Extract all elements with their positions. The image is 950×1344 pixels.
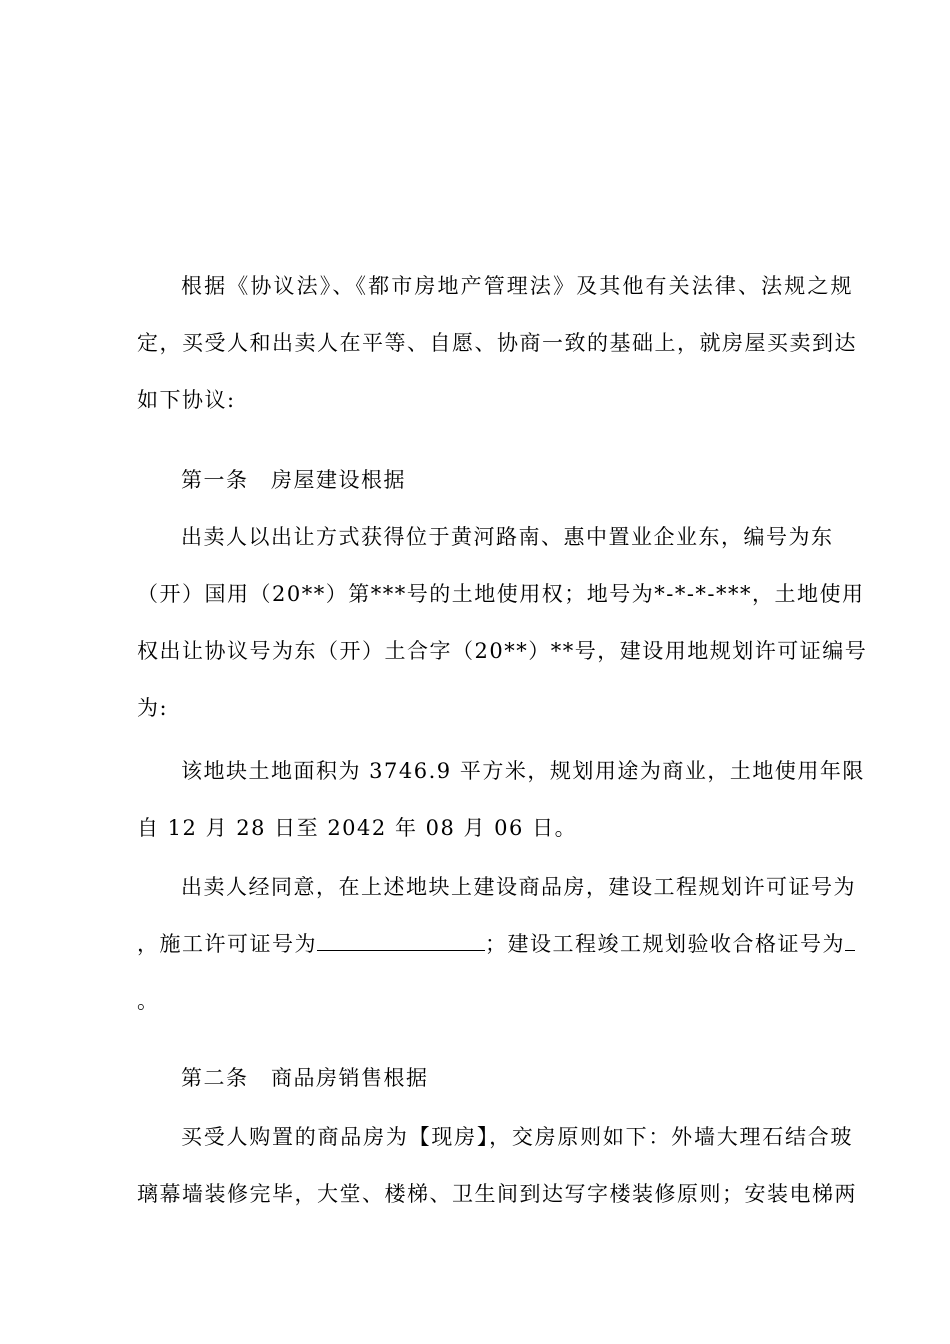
a1p3-line-2 [137,916,853,973]
article-1-paragraph-2 [137,743,865,857]
intro-line-1: 根据《协议法》、《都市房地产管理法》及其他有关法律、法规之规 [181,274,853,298]
a1p3-line-1: 出卖人经同意，在上述地块上建设商品房，建设工程规划许可证号为 [181,875,856,899]
article-1-heading: 第一条 房屋建设根据 [181,468,406,492]
a1p3-line-2-prefix: ，施工许可证号为 [137,932,317,956]
a1p2-line-1: 该地块土地面积为 3746.9 平方米，规划用途为商业，土地使用年限 [181,759,865,783]
article-1-paragraph-1 [137,509,868,737]
a2p1-line-1: 买受人购置的商品房为【现房】，交房原则如下：外墙大理石结合玻 [181,1125,853,1149]
a1p2-line-2: 自 12 月 28 日至 2042 年 08 月 06 日。 [137,816,578,840]
article-2-paragraph-1 [137,1109,857,1223]
a1p1-line-4: 为: [137,696,169,720]
construction-permit-blank [317,928,485,951]
intro-paragraph [137,258,857,429]
intro-line-3: 如下协议: [137,388,236,412]
acceptance-cert-blank [845,928,855,951]
a1p1-line-3: 权出让协议号为东（开）土合字（20**）**号，建设用地规划许可证编号 [137,639,868,663]
a1p3-line-2-suffix: ；建设工程竣工规划验收合格证号为 [485,932,845,956]
a1p1-line-1: 出卖人以出让方式获得位于黄河路南、惠中置业企业东，编号为东 [181,525,834,549]
a1p1-line-2: （开）国用（20**）第***号的土地使用权；地号为*-*-*-***，土地使用 [137,582,865,606]
a1p3-line-3: 。 [137,989,160,1013]
article-2-heading: 第二条 商品房销售根据 [181,1066,429,1090]
intro-line-2: 定，买受人和出卖人在平等、自愿、协商一致的基础上，就房屋买卖到达 [137,331,857,355]
a2p1-line-2: 璃幕墙装修完毕，大堂、楼梯、卫生间到达写字楼装修原则；安装电梯两 [137,1182,857,1206]
article-1-paragraph-3 [137,859,856,1030]
